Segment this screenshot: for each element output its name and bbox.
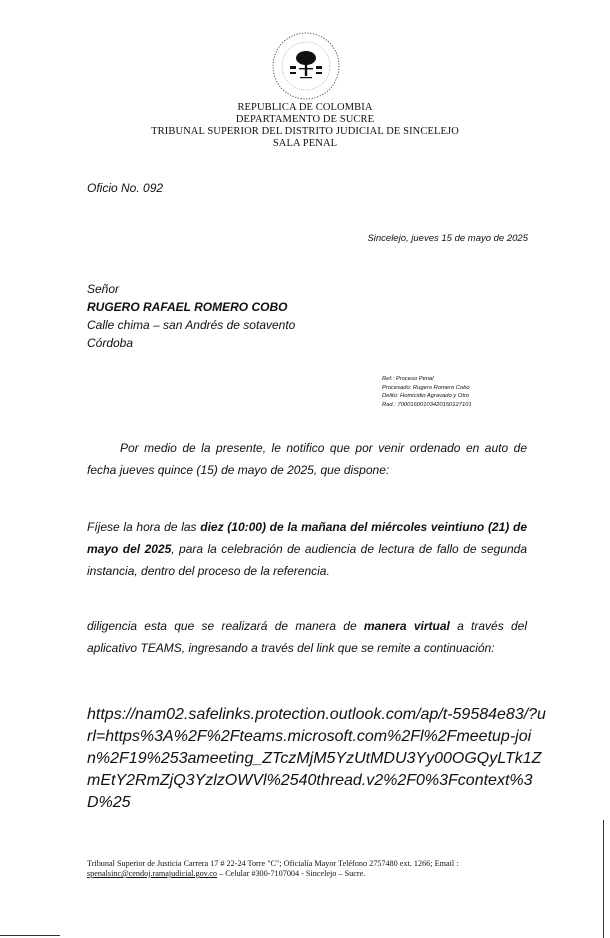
tree-seal-icon [270, 30, 342, 102]
page-edge-line-bottom [0, 935, 60, 936]
addressee-city: Córdoba [87, 336, 134, 350]
addressee-salutation: Señor [87, 282, 120, 296]
page-edge-line [603, 820, 604, 938]
virtual-mode: manera virtual [363, 619, 450, 633]
letterhead-tribunal: TRIBUNAL SUPERIOR DEL DISTRITO JUDICIAL DE SINCELEJO [151, 126, 459, 137]
letterhead-country: REPUBLICA DE COLOMBIA [237, 102, 373, 113]
addressee-block [87, 280, 295, 352]
footer-email-link[interactable]: spenalsinc@cendoj.ramajudicial.gov.co [87, 869, 218, 878]
oficio-number: Oficio No. 092 [87, 181, 164, 195]
footer [87, 859, 532, 879]
footer-text-start: Tribunal Superior de Justicia Carrera 17 # 22-24 Torre "C"; Oficialía Mayor Teléfono 2757480 ext. 1266; Email : [87, 859, 459, 868]
reference-rad: Rad.: 70001600103420150127101 [382, 401, 472, 408]
addressee-address: Calle chima – san Andrés de sotavento [87, 318, 296, 332]
virtual-text-start: diligencia esta que se realizará de manera de [87, 619, 364, 633]
reference-block [382, 375, 472, 409]
body-paragraph-virtual [87, 615, 527, 659]
reference-ref: Ref.: Proceso Penal [382, 376, 434, 382]
reference-delito: Delito: Homicidio Agravado y Otro [382, 393, 470, 399]
letter-date: Sincelejo, jueves 15 de mayo de 2025 [367, 233, 528, 244]
hearing-datetime: diez (10:00) de la mañana del miércoles veintiuno (21) de mayo del 2025 [87, 520, 527, 556]
virtual-text-end: a través del aplicativo TEAMS, ingresando a través del link que se remite a continuación: [87, 619, 528, 655]
letterhead-chamber: SALA PENAL [272, 138, 338, 149]
body-paragraph-intro: Por medio de la presente, le notifico que por venir ordenado en auto de fecha jueves quince (15) de mayo de 2025, que dispone: [87, 441, 527, 477]
hearing-text-start: Fíjese la hora de las [87, 520, 201, 534]
letterhead [0, 102, 610, 150]
footer-text-end: – Celular #300-7107004 - Sincelejo – Sucre. [217, 869, 366, 878]
reference-procesado: Procesado: Rugero Romero Cobo [382, 384, 470, 391]
body-paragraph-hearing [87, 516, 527, 582]
letterhead-department: DEPARTAMENTO DE SUCRE [235, 114, 375, 125]
hearing-text-end: , para la celebración de audiencia de lectura de fallo de segunda instancia, dentro del proceso de la referencia. [87, 542, 527, 578]
teams-meeting-link[interactable]: https://nam02.safelinks.protection.outlook.com/ap/t-59584e83/?url=https%3A%2F%2Fteams.microsoft.com%2Fl%2Fmeetup-join%2F19%253ameeting_ZTczMjM5YzUtMDU3Yy00OGQyLTk1ZmEtY2RmZjQ3YzlzOWVl%2540thread.v2%2F0%3Fcontext%3D%25 [87, 706, 546, 811]
addressee-name: RUGERO RAFAEL ROMERO COBO [87, 300, 288, 314]
